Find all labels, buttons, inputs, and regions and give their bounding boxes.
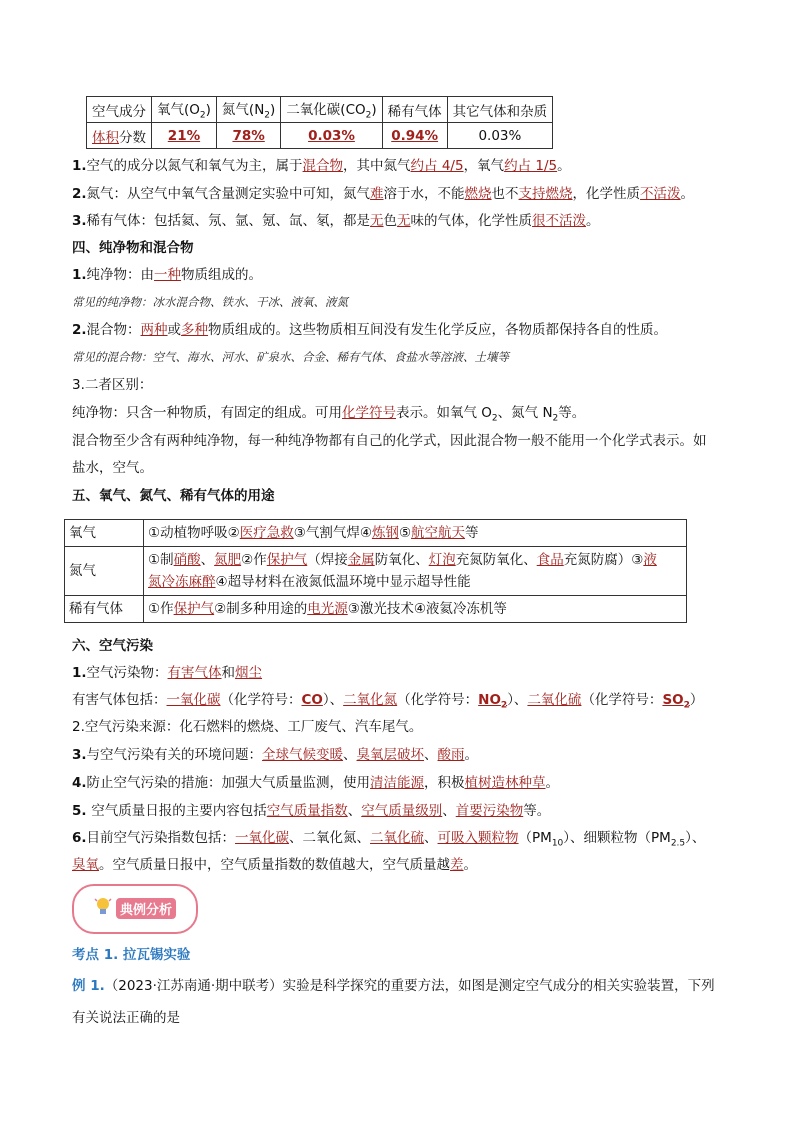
text-line: 1.空气污染物：有害气体和烟尘 <box>72 665 263 681</box>
text-line: 有害气体包括：一氧化碳（化学符号：CO）、二氧化氮（化学符号：$NO_2$）、二氧化硫（化学符号：$SO_2$） <box>72 692 704 711</box>
table-cell: 稀有气体 <box>65 596 144 623</box>
table-row <box>87 123 553 149</box>
table-cell: 其它气体和杂质 <box>447 97 553 123</box>
text-line: 盐水，空气。 <box>72 460 153 476</box>
section-heading: 六、空气污染 <box>72 638 153 654</box>
table-header-row <box>87 97 553 123</box>
text-line: 4.防止空气污染的措施：加强大气质量监测，使用清洁能源，积极植树造林种草。 <box>72 775 560 791</box>
text-line: 1.空气的成分以氮气和氧气为主，属于混合物，其中氮气约占 4/5，氧气约占 1/5。 <box>72 158 571 174</box>
table-cell: 氮气 <box>65 547 144 596</box>
table-cell: 0.03% <box>281 123 382 149</box>
badge-label: 典例分析 <box>116 898 176 919</box>
table-cell: ①制硝酸、氮肥②作保护气（焊接金属防氧化、灯泡充氮防氧化、食品充氮防腐）③液 氮冷冻麻醉④超导材料在液氮低温环境中显示超导性能 <box>144 547 687 596</box>
table-cell: 0.03% <box>447 123 553 149</box>
table-cell: ①作保护气②制多种用途的电光源③激光技术④液氦冷冻机等 <box>144 596 687 623</box>
table-cell: ①动植物呼吸②医疗急救③气割气焊④炼钢⑤航空航天等 <box>144 520 687 547</box>
text-line: 6.目前空气污染指数包括：一氧化碳、二氧化氮、二氧化硫、可吸入颗粒物$(PM_{10})$、细颗粒物$(PM_{2.5})$、 <box>72 830 706 849</box>
table-cell: 氮气$(N_2)$ <box>216 97 280 123</box>
lightbulb-icon <box>94 896 112 918</box>
table-cell: 空气成分 <box>87 97 152 123</box>
section-heading: 四、纯净物和混合物 <box>72 240 194 256</box>
text-line: 臭氧。空气质量日报中，空气质量指数的数值越大，空气质量越差。 <box>72 857 477 873</box>
section-heading: 五、氧气、氮气、稀有气体的用途 <box>72 488 275 504</box>
text-line: 3.与空气污染有关的环境问题：全球气候变暖、臭氧层破坏、酸雨。 <box>72 747 479 763</box>
text-line: 2.混合物：两种或多种物质组成的。这些物质相互间没有发生化学反应，各物质都保持各自的性质。 <box>72 322 668 338</box>
text-line: 例 1.（2023·江苏南通·期中联考）实验是科学探究的重要方法，如图是测定空气成分的相关实验装置，下列 <box>72 978 715 994</box>
text-line: 3.稀有气体：包括氦、氖、氩、氪、氙、氡，都是无色无味的气体，化学性质很不活泼。 <box>72 213 600 229</box>
text-line: 2.氮气：从空气中氧气含量测定实验中可知，氮气难溶于水，不能燃烧也不支持燃烧，化学性质不活泼。 <box>72 186 695 202</box>
table-cell: 0.94% <box>382 123 447 149</box>
table-row <box>65 547 687 596</box>
text-line: 3.二者区别： <box>72 377 153 393</box>
text-line: 1.纯净物：由一种物质组成的。 <box>72 267 263 283</box>
table-cell: 氧气 <box>65 520 144 547</box>
example-analysis-badge <box>72 884 198 934</box>
table-row <box>65 520 687 547</box>
handwritten-note: 常见的纯净物：冰水混合物、铁水、干冰、液氧、液氮 <box>72 295 348 309</box>
handwritten-note: 常见的混合物：空气、海水、河水、矿泉水、合金、稀有气体、食盐水等溶液、土壤等 <box>72 350 509 364</box>
table-cell: 二氧化碳$(CO_2)$ <box>281 97 382 123</box>
air-composition-table <box>86 96 553 149</box>
table-row <box>65 596 687 623</box>
text-line: 混合物至少含有两种纯净物，每一种纯净物都有自己的化学式，因此混合物一般不能用一个化学式表示。如 <box>72 433 707 449</box>
table-cell: 稀有气体 <box>382 97 447 123</box>
table-cell: 氧气$(O_2)$ <box>152 97 217 123</box>
text-line: 5. 空气质量日报的主要内容包括空气质量指数、空气质量级别、首要污染物等。 <box>72 803 551 819</box>
uses-table <box>64 519 687 623</box>
table-cell: 78% <box>216 123 280 149</box>
table-cell: 21% <box>152 123 217 149</box>
text-line: 2.空气污染来源：化石燃料的燃烧、工厂废气、汽车尾气。 <box>72 719 423 735</box>
table-cell: 体积分数 <box>87 123 152 149</box>
text-line: 有关说法正确的是 <box>72 1010 180 1026</box>
text-line: 纯净物：只含一种物质，有固定的组成。可用化学符号表示。如氧气 $O_2$、氮气 $N_2$等。 <box>72 405 586 424</box>
section-heading: 考点 1. 拉瓦锡实验 <box>72 947 191 963</box>
